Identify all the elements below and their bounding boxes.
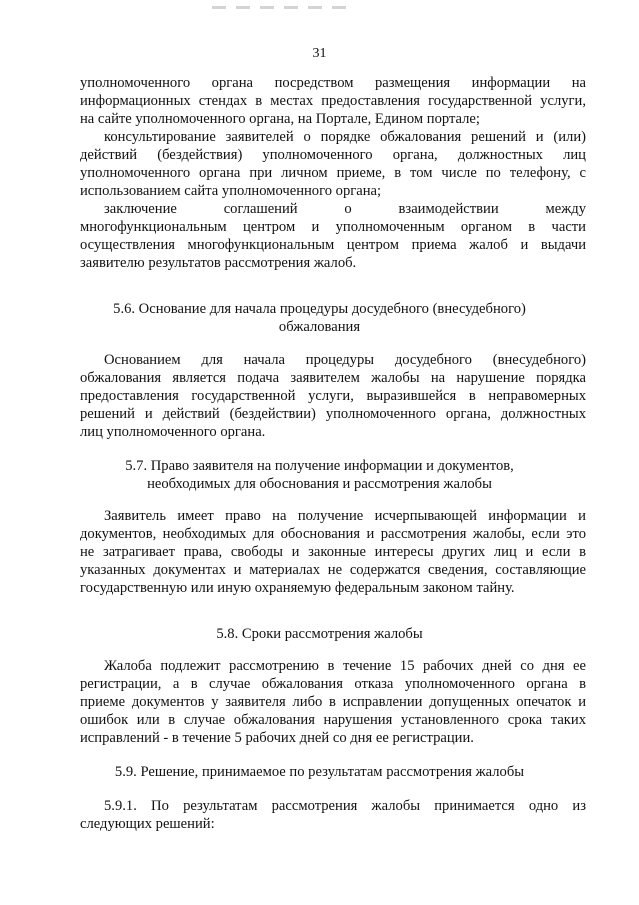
paragraph-line: Основанием для начала процедуры досудебного (внесудебного) — [104, 352, 586, 368]
paragraph-line: государственную или иную охраняемую федеральным законом тайну. — [80, 580, 515, 596]
paragraph-line: уполномоченного органа посредством размещения информации на — [80, 75, 586, 91]
paragraph-line: заключение соглашений о взаимодействии между — [104, 201, 586, 217]
scan-artifact — [212, 6, 352, 9]
section-heading-5-8: 5.8. Сроки рассмотрения жалобы — [216, 626, 423, 642]
paragraph-line: лиц уполномоченного органа. — [80, 424, 266, 440]
paragraph-line: на сайте уполномоченного органа, на Портале, Едином портале; — [80, 111, 480, 127]
paragraph-line: уполномоченного органа при личном приеме, в том числе по телефону, с — [80, 165, 586, 181]
paragraph-line: многофункциональным центром и уполномоченным органом в части — [80, 219, 586, 235]
paragraph-line: обжалования является подача заявителем жалобы на нарушение порядка — [80, 370, 586, 386]
section-heading-5-7: 5.7. Право заявителя на получение информации и документов, — [125, 458, 514, 474]
page-number: 31 — [312, 46, 327, 61]
paragraph-line: консультирование заявителей о порядке обжалования решений и (или) — [104, 129, 586, 145]
paragraph-line: приеме документов у заявителя либо в исправлении допущенных опечаток и — [80, 694, 586, 710]
paragraph-line: Заявитель имеет право на получение исчерпывающей информации и — [104, 508, 586, 524]
paragraph-line: решений и действий (бездействии) уполномоченного органа, должностных — [80, 406, 586, 422]
paragraph-line: указанных документах и материалах не содержатся сведения, составляющие — [80, 562, 586, 578]
paragraph-line: заявителю результатов рассмотрения жалоб. — [80, 255, 357, 271]
paragraph-line: не затрагивает права, свободы и законные интересы других лиц и если в — [80, 544, 586, 560]
paragraph-line: документов, необходимых для обоснования и рассмотрения жалобы, если это — [80, 526, 586, 542]
section-heading-5-6: обжалования — [278, 319, 361, 335]
section-heading-5-6: 5.6. Основание для начала процедуры досудебного (внесудебного) — [113, 301, 526, 317]
paragraph-line: регистрации, а в случае обжалования отказа уполномоченного органа в — [80, 676, 586, 692]
paragraph-line: следующих решений: — [80, 816, 215, 832]
paragraph-line: ошибок или в случае обжалования нарушения установленного срока таких — [80, 712, 586, 728]
paragraph-line: Жалоба подлежит рассмотрению в течение 15 рабочих дней со дня ее — [104, 658, 586, 674]
section-heading-5-9: 5.9. Решение, принимаемое по результатам рассмотрения жалобы — [114, 764, 525, 780]
paragraph-line: осуществления многофункциональным центром приема жалоб и выдачи — [80, 237, 586, 253]
paragraph-line: действий (бездействия) уполномоченного органа, должностных лиц — [80, 147, 586, 163]
paragraph-line: исправлений - в течение 5 рабочих дней со дня ее регистрации. — [80, 730, 474, 746]
paragraph-line: предоставления государственной услуги, выразившейся в неправомерных — [80, 388, 586, 404]
section-heading-5-7: необходимых для обоснования и рассмотрения жалобы — [147, 476, 492, 492]
paragraph-line: 5.9.1. По результатам рассмотрения жалобы принимается одно из — [104, 798, 586, 814]
paragraph-line: информационных стендах в местах предоставления государственной услуги, — [80, 93, 586, 109]
paragraph-line: использованием сайта уполномоченного органа; — [80, 183, 382, 199]
